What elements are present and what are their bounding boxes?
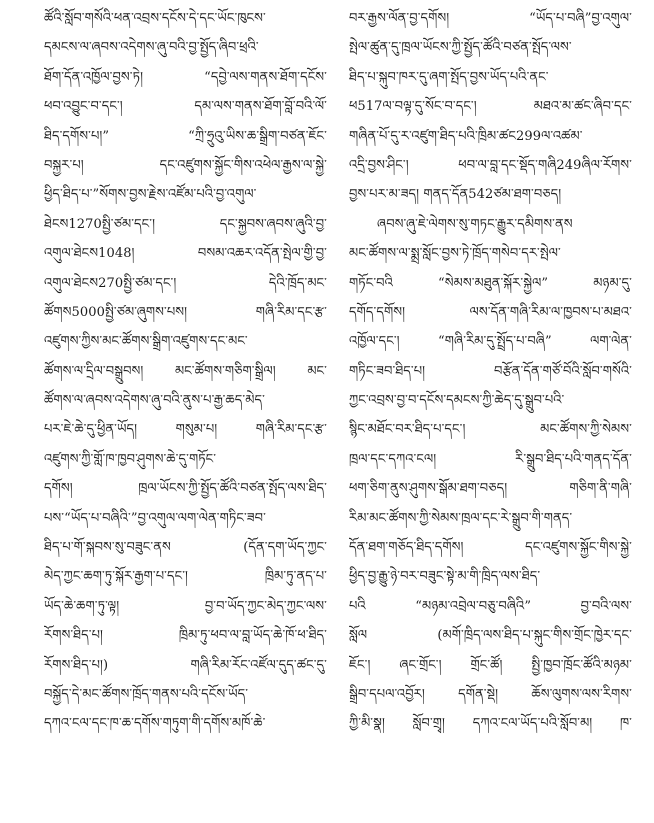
text-line: འགུལ་ཐེངས270སྤྱི་ཙམ་དང་། དེའི་ཁྲོད་མང་ [44,275,327,291]
text-line: རོགས་ཐིད་པ།) གཞི་རིམ་རོང་འཛོལ་དུད་ཚང་དུ་ [44,657,327,673]
text-line: པས་“ཡོད་པ་བཞིའི་”བྱ་འགུལ་ལག་ལེན་གཏིང་ཟབ་ [44,510,266,526]
text-line: མང་ཚོགས་ལ་སྨྲ་སློང་བྱས་ཏེ་ཁྲོད་གསེབ་དར་སྤེལ་ [349,246,561,262]
text-line: ཐིད་པ་གོ་སྐབས་སུ་བཟུང་ནས (དོན་དག་ཡོད་ཀྱང་ [44,540,327,556]
text-line: ཕྱིད་ཐིད་པ་”སོགས་བྱས་རྗེས་འཛོམ་པའི་བྱ་འགུལ་ [44,187,257,203]
text-line: གཏིང་ཟབ་ཐིད་པ། བརྩོན་དོན་གཙོ་བོའི་སློབ་གསོའི་ [349,363,632,379]
text-line: དགོས། ཁྲལ་ཡོངས་ཀྱི་སྤྱོད་ཚོའི་བཙན་སྤོད་ལས་ཐིད་ [44,481,327,497]
left-column [44,4,327,817]
text-line: དམངས་ལ་ཞབས་འདེགས་ཞུ་བའི་བྱ་སྤྱོད་ཞིབ་ཕྲའི་ [44,40,259,56]
text-line: ཐིད་དགོས་པ།” “ཀྲི་ཧྲུའུ་ཡིས་ཆ་སྒྲིག་བཙན་ཇོང་ [44,128,327,144]
text-line: ཐོག་དོན་འཁྱོལ་བྱས་ཏེ། “དབྱེ་ལས་གནས་ཐོག་དངོས་ [44,69,327,85]
text-line: དཀའ་ངལ་དང་ཁ་ཆ་དགོས་གཏུག་གི་དགོས་མཁོ་ཆེ་ [44,716,266,732]
text-line: བསྐྱོད་དེ་མང་ཚོགས་ཁྲོད་གནས་པའི་དངོས་ཡོད་ [44,686,249,702]
right-column [349,4,632,817]
text-line: སྤེལ་ཚུན་དུ་ཁྲལ་ཡོངས་ཀྱི་སྤྱོད་ཚོའི་བཙན་སྤོད་ལས་ [349,40,572,56]
text-line: ཇོང་། ཞང་གྲོང་། གྲོང་ཚོ། སྤྱི་ཁྱབ་ཁྲོང་ཚོའི་མཉམ་ [349,657,632,673]
text-line: དགོད་དགོས། ལས་དོན་གཞི་རིམ་ལ་ཁྱབས་པ་མཐའ་ [349,304,632,320]
text-line: ཕག་ཅིག་ནུས་ཤུགས་སྒོམ་ཐག་བཅད། གཅིག་ནི་གཞི་ [349,481,632,497]
text-line: ཐིད་པ་སྐུབ་ཁར་དུ་ཞག་སྤོད་བྱས་ཡོད་པའི་ནང་ [349,69,549,85]
text-line: རིམ་མང་ཚོགས་ཀྱི་སེམས་ཁྲལ་དང་རེ་སྒྲུབ་གི་གནད་ [349,510,573,526]
text-line: མེད་ཀྱང་ཆག་ཏུ་སྐོར་རྒྱག་པ་དང་། ཁྲིམ་ཏུ་ནད་པ་ [44,569,327,585]
paragraph-start-line: ཞབས་ཞུ་ཇེ་ལེགས་སུ་གཏང་རྒྱུར་དམིགས་ནས [377,216,573,232]
text-line: འཛུགས་ཀྱི་གློ་ཁ་ཁྱབ་ཤུགས་ཆེ་དུ་གཏོང་ [44,451,217,467]
text-line: ཐེངས1270སྤྱི་ཙམ་དང་། དང་སྐྱབས་ཞབས་ཞུའི་བྱ་ [44,216,327,232]
text-line: རོགས་ཐིད་པ། ཁྲིམ་ཏུ་ཕབ་ལ་བླ་ཡོད་ཆེ་ཁོ་ཕ་ཐིད་ [44,628,327,644]
text-line: སློལ (མགོ་ཁྲིད་ལས་ཐིད་པ་སྐུང་གིས་གྲོང་ཁྱེར་དང་ [349,628,632,644]
text-line: ཕ517ལ་བལྟ་དུ་སོང་བ་དང་། མཐའ་མ་ཚང་ཞིབ་དང་ [349,99,632,115]
text-line: འཛུགས་ཀྱིས་མང་ཚོགས་སྒྲིག་འཛུགས་དང་མང་ [44,334,248,350]
text-line: ཚོའི་སློབ་གསོའི་ཕན་འབྲས་དངོས་དེ་དང་ཡོང་ཁུངས་ [44,11,266,26]
text-line: གཞིན་པོ་དུ་ར་འཛུག་ཐིད་པའི་ཁྲིམ་ཚང299ལ་འཚམ་ [349,128,583,144]
text-line: པའི “མཉམ་འབྲེལ་བཅུ་བཞིའི” བྱ་བའི་ལས་ [349,598,632,614]
text-line: བསྐྱར་པ། དང་འཛུགས་སྐྱོང་གིས་འཕེལ་རྒྱས་ལ་སྐྱེ་ [44,157,327,173]
text-line: གཏོང་བའི “སེམས་མཐུན་སྐོར་སྐྱེལ” མཉམ་དུ་ [349,275,632,291]
text-line: ཚོགས5000སྤྱི་ཙམ་ཞུགས་པས། གཞི་རིམ་དང་རྩ་ [44,304,327,320]
text-line: སྒྲིབ་དཔལ་འབྱོར། དགོན་སྡེ། ཆོས་ལུགས་ལས་རིགས་ [349,686,632,702]
text-line: འཁྱོལ་དང་། “གཞི་རིམ་དུ་སྤྲོད་པ་བཞི” ལག་ལེན་ [349,334,632,350]
text-line: དོན་ཐག་གཅོད་ཐིད་དགོས། དང་འཛུགས་སྐྱོང་གིས་སྐྱེ་ [349,540,632,556]
text-line: སྙིང་མཐོང་བར་ཐིད་པ་དང་། མང་ཚོགས་ཀྱི་སེམས་ [349,422,632,438]
text-line: ཚོགས་ལ་དྲིལ་བསྒྲུབས། མང་ཚོགས་གཅིག་སྒྲིལ། མང་ [44,363,327,379]
text-line: པར་ཇེ་ཆེ་དུ་ཕྱིན་ཡོད། གསུམ་པ། གཞི་རིམ་དང་རྩ་ [44,422,327,438]
text-line: ཀྱང་འབྲས་བྱ་བ་དངོས་དམངས་ཀྱི་ཆེད་དུ་སྒྲུབ་པའི་ [349,393,565,409]
text-line: ཕྱིད་བྱ་རྒྱུ་ཉེ་བར་བཟུང་སྟེ་མ་གི་ཁྲིད་ལས་ཐིད་ [349,569,541,585]
text-line: འགུལ་ཐེངས1048། བསམ་འཆར་འདོན་སྤེལ་གྱི་བྱ་ [44,246,327,262]
text-line: ཚོགས་ལ་ཞབས་འདེགས་ཞུ་བའི་ནུས་པ་རྒྱ་ཆད་མེད་ [44,393,265,409]
text-line: ཡོད་ཆེ་ཆག་ཏུ་ལྟ། བྱ་བ་ཡོད་ཀྱང་མེད་ཀྱང་ལས་ [44,598,327,614]
text-line: ཕབ་འབྱུང་བ་དང་། དམ་ལས་གནས་ཐོག་བློ་བའི་ལོ་ [44,99,327,115]
text-line: བར་རྒྱས་ལོན་བྱ་དགོས། “ཡོད་པ་བཞི”བྱ་འགུལ་ [349,11,632,26]
text-line: ཀྱི་མི་སྣ། སློབ་གྲྭ། དཀའ་ངལ་ཡོད་པའི་སློབ་མ། ཁ་ [349,716,632,732]
paragraph-end-line: བྱས་པར་མ་ཟད། གནད་དོན542ཙམ་ཐག་བཅད། [349,187,562,203]
text-line: ཁྲལ་དང་དཀའ་ངལ། རི་སྒྲུབ་ཐིད་པའི་གནད་དོན་ [349,451,632,467]
text-line: འདྲི་བྱས་ཤིང་། ཕབ་ལ་བླ་དང་སྡོད་གཞི249ཞིལ་རོགས་ [349,157,632,173]
